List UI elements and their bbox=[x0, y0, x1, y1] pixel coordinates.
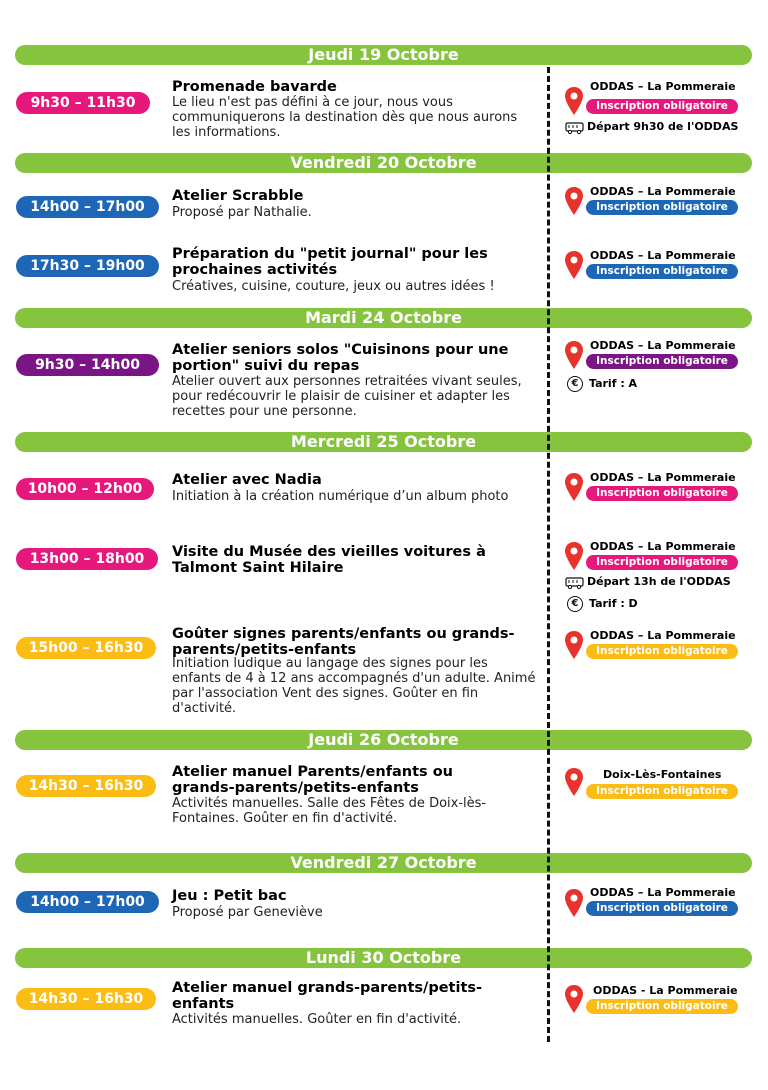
event-time-badge: 9h30 – 11h30 bbox=[16, 92, 150, 114]
event-description: Le lieu n'est pas défini à ce jour, nous vous communiquerons la destination dès que nous aurons les informations. bbox=[172, 95, 518, 140]
event-time-badge: 13h00 – 18h00 bbox=[16, 548, 158, 570]
event-title: Atelier Scrabble bbox=[172, 188, 304, 204]
map-pin-icon bbox=[564, 250, 584, 280]
day-header-mercredi-25: Mercredi 25 Octobre bbox=[15, 432, 752, 452]
event-time-badge: 14h00 – 17h00 bbox=[16, 196, 159, 218]
day-header-jeudi-19: Jeudi 19 Octobre bbox=[15, 45, 752, 65]
tarif-info: Tarif : A bbox=[589, 377, 638, 390]
event-time-badge: 14h30 – 16h30 bbox=[16, 775, 156, 797]
event-location: ODDAS – La Pommeraie bbox=[590, 886, 736, 899]
day-header-vendredi-20: Vendredi 20 Octobre bbox=[15, 153, 752, 173]
event-location: ODDAS – La Pommeraie bbox=[590, 339, 736, 352]
event-title: Préparation du "petit journal" pour les prochaines activités bbox=[172, 246, 488, 278]
event-description: Créatives, cuisine, couture, jeux ou autres idées ! bbox=[172, 279, 495, 294]
event-location: ODDAS – La Pommeraie bbox=[590, 80, 736, 93]
bus-icon bbox=[565, 576, 585, 590]
event-location: ODDAS – La Pommeraie bbox=[590, 471, 736, 484]
inscription-badge: Inscription obligatoire bbox=[586, 354, 738, 369]
inscription-badge: Inscription obligatoire bbox=[586, 644, 738, 659]
day-header-jeudi-26: Jeudi 26 Octobre bbox=[15, 730, 752, 750]
event-description: Activités manuelles. Goûter en fin d'activité. bbox=[172, 1012, 462, 1027]
day-header-lundi-30: Lundi 30 Octobre bbox=[15, 948, 752, 968]
map-pin-icon bbox=[564, 630, 584, 660]
map-pin-icon bbox=[564, 340, 584, 370]
event-location: ODDAS - La Pommeraie bbox=[593, 984, 738, 997]
inscription-badge: Inscription obligatoire bbox=[586, 264, 738, 279]
event-title: Goûter signes parents/enfants ou grands-parents/petits-enfants bbox=[172, 626, 515, 658]
map-pin-icon bbox=[564, 541, 584, 571]
tarif-info: Tarif : D bbox=[589, 597, 638, 610]
event-time-badge: 9h30 – 14h00 bbox=[16, 354, 159, 376]
event-title: Atelier avec Nadia bbox=[172, 472, 322, 488]
euro-icon: € bbox=[567, 376, 583, 392]
event-title: Atelier manuel Parents/enfants ou grands-parents/petits-enfants bbox=[172, 764, 454, 796]
event-time-badge: 14h30 – 16h30 bbox=[16, 988, 156, 1010]
inscription-badge: Inscription obligatoire bbox=[586, 784, 738, 799]
map-pin-icon bbox=[564, 767, 584, 797]
euro-icon: € bbox=[567, 596, 583, 612]
map-pin-icon bbox=[564, 984, 584, 1014]
inscription-badge: Inscription obligatoire bbox=[586, 200, 738, 215]
event-title: Promenade bavarde bbox=[172, 79, 337, 95]
inscription-badge: Inscription obligatoire bbox=[586, 99, 738, 114]
inscription-badge: Inscription obligatoire bbox=[586, 999, 738, 1014]
event-time-badge: 17h30 – 19h00 bbox=[16, 255, 159, 277]
column-divider bbox=[547, 67, 550, 1042]
event-title: Jeu : Petit bac bbox=[172, 888, 287, 904]
day-header-mardi-24: Mardi 24 Octobre bbox=[15, 308, 752, 328]
event-location: Doix-Lès-Fontaines bbox=[603, 768, 722, 781]
bus-icon bbox=[565, 121, 585, 135]
event-title: Atelier manuel grands-parents/petits-enfants bbox=[172, 980, 483, 1012]
map-pin-icon bbox=[564, 86, 584, 116]
inscription-badge: Inscription obligatoire bbox=[586, 901, 738, 916]
event-description: Atelier ouvert aux personnes retraitées vivant seules, pour redécouvrir le plaisir de cuisiner et adapter les recettes pour une personne. bbox=[172, 374, 522, 419]
map-pin-icon bbox=[564, 888, 584, 918]
event-description: Proposé par Nathalie. bbox=[172, 205, 312, 220]
event-description: Initiation à la création numérique d’un album photo bbox=[172, 489, 509, 504]
event-title: Visite du Musée des vieilles voitures à Talmont Saint Hilaire bbox=[172, 544, 486, 576]
event-time-badge: 15h00 – 16h30 bbox=[16, 637, 156, 659]
event-description: Initiation ludique au langage des signes pour les enfants de 4 à 12 ans accompagnés d'un adulte. Animé par l'association Vent des signes. Goûter en fin d'activité. bbox=[172, 656, 536, 716]
day-header-vendredi-27: Vendredi 27 Octobre bbox=[15, 853, 752, 873]
event-location: ODDAS – La Pommeraie bbox=[590, 540, 736, 553]
event-location: ODDAS – La Pommeraie bbox=[590, 185, 736, 198]
map-pin-icon bbox=[564, 186, 584, 216]
event-description: Proposé par Geneviève bbox=[172, 905, 323, 920]
event-location: ODDAS – La Pommeraie bbox=[590, 249, 736, 262]
event-location: ODDAS – La Pommeraie bbox=[590, 629, 736, 642]
event-description: Activités manuelles. Salle des Fêtes de Doix-lès-Fontaines. Goûter en fin d'activité. bbox=[172, 796, 487, 826]
transport-info: Départ 9h30 de l'ODDAS bbox=[587, 120, 739, 133]
transport-info: Départ 13h de l'ODDAS bbox=[587, 575, 731, 588]
inscription-badge: Inscription obligatoire bbox=[586, 486, 738, 501]
event-time-badge: 14h00 – 17h00 bbox=[16, 891, 159, 913]
map-pin-icon bbox=[564, 472, 584, 502]
event-time-badge: 10h00 – 12h00 bbox=[16, 478, 154, 500]
inscription-badge: Inscription obligatoire bbox=[586, 555, 738, 570]
event-title: Atelier seniors solos "Cuisinons pour une portion" suivi du repas bbox=[172, 342, 509, 374]
